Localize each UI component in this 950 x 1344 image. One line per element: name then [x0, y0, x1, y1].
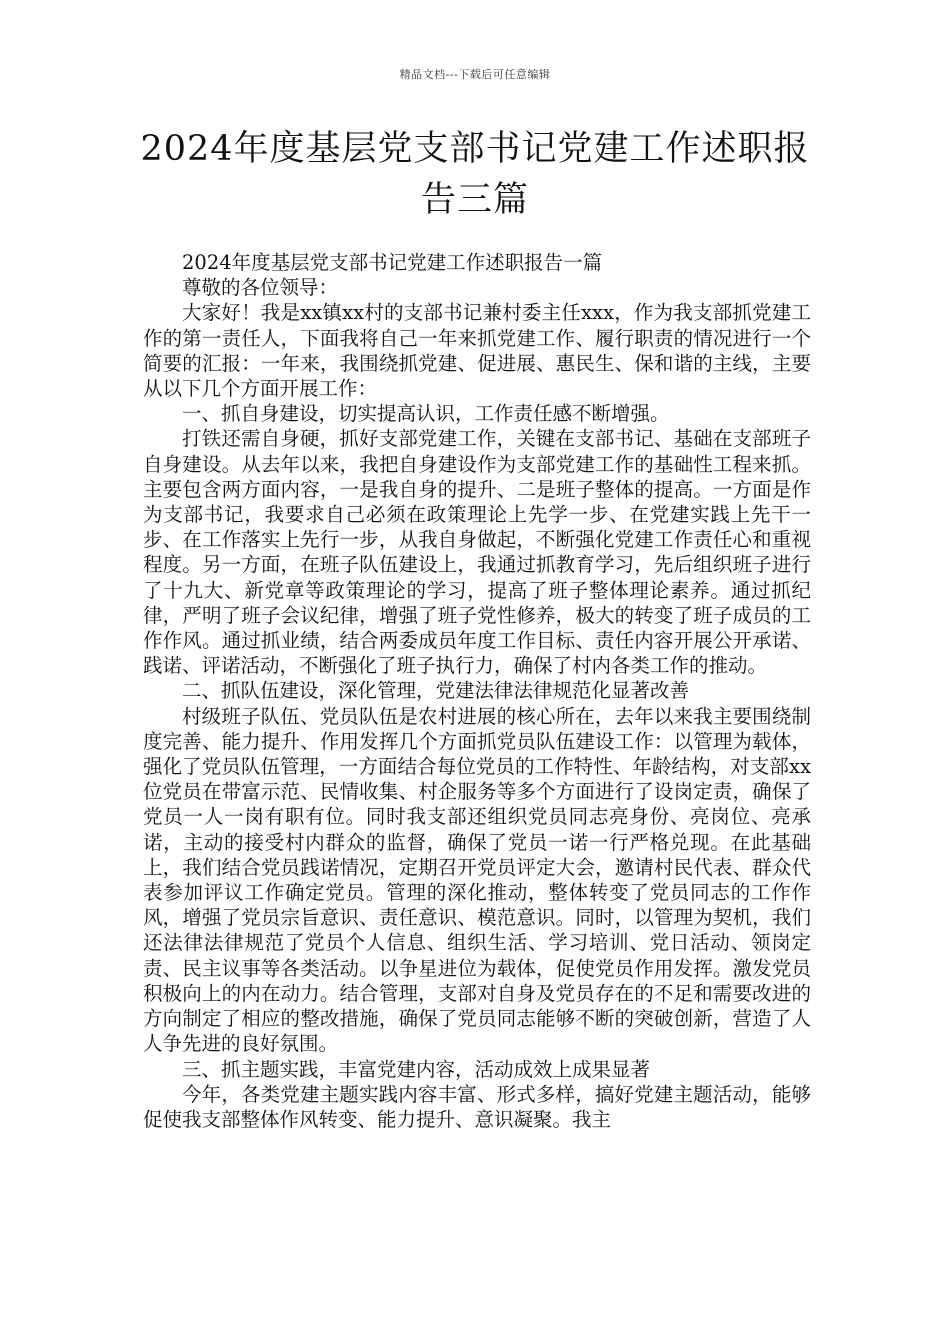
section-heading: 二、抓队伍建设，深化管理，党建法律法律规范化显著改善 [182, 679, 690, 703]
body-paragraph: 村级班子队伍、党员队伍是农村进展的核心所在，去年以来我主要围绕制度完善、能力提升、作用发挥几个方面抓党员队伍建设工作：以管理为载体，强化了党员队伍管理，一方面结合每位党员的工作特性、年龄结构，对支部xx位党员在带富示范、民情收集、村企服务等多个方面进行了设岗定责，确保了党员一人一岗有职有位。同时我支部还组织党员同志亮身份、亮岗位、亮承诺，主动的接受村内群众的监督，确保了党员一诺一行严格兑现。在此基础上，我们结合党员践诺情况，定期召开党员评定大会，邀请村民代表、群众代表参加评议工作确定党员。管理的深化推动，整体转变了党员同志的工作作风，增强了党员宗旨意识、责任意识、模范意识。同时，以管理为契机，我们还法律法律规范了党员个人信息、组织生活、学习培训、党日活动、领岗定责、民主议事等各类活动。以争星进位为载体，促使党员作用发挥。激发党员积极向上的内在动力。结合管理，支部对自身及党员存在的不足和需要改进的方向制定了相应的整改措施，确保了党员同志能够不断的突破创新，营造了人人争先进的良好氛围。 [143, 704, 811, 1056]
section-heading: 三、抓主题实践，丰富党建内容，活动成效上成果显著 [182, 1057, 651, 1081]
header-note: 精品文档---下载后可任意编辑 [399, 68, 551, 81]
body-paragraph: 今年，各类党建主题实践内容丰富、形式多样，搞好党建主题活动，能够促使我支部整体作风转变、能力提升、意识凝聚。我主 [143, 1082, 811, 1131]
subtitle-paragraph: 2024年度基层党支部书记党建工作述职报告一篇 [182, 251, 603, 274]
document-title: 2024年度基层党支部书记党建工作述职报告三篇 [140, 129, 810, 220]
body-paragraph: 打铁还需自身硬，抓好支部党建工作，关键在支部书记、基础在支部班子自身建设。从去年以来，我把自身建设作为支部党建工作的基础性工程来抓。主要包含两方面内容，一是我自身的提升、二是班子整体的提高。一方面是作为支部书记，我要求自己必须在政策理论上先学一步、在党建实践上先干一步、在工作落实上先行一步，从我自身做起，不断强化党建工作责任心和重视程度。另一方面，在班子队伍建设上，我通过抓教育学习，先后组织班子进行了十九大、新党章等政策理论的学习，提高了班子整体理论素养。通过抓纪律，严明了班子会议纪律，增强了班子党性修养，极大的转变了班子成员的工作作风。通过抓业绩，结合两委成员年度工作目标、责任内容开展公开承诺、践诺、评诺活动，不断强化了班子执行力，确保了村内各类工作的推动。 [143, 427, 811, 678]
document-body [143, 250, 811, 1132]
salutation-paragraph: 尊敬的各位领导： [182, 276, 339, 300]
section-heading: 一、抓自身建设，切实提高认识，工作责任感不断增强。 [182, 402, 670, 426]
body-paragraph: 大家好！我是xx镇xx村的支部书记兼村委主任xxx，作为我支部抓党建工作的第一责任人，下面我将自己一年来抓党建工作、履行职责的情况进行一个简要的汇报：一年来，我围绕抓党建、促进展、惠民生、保和谐的主线，主要从以下几个方面开展工作： [143, 301, 811, 401]
